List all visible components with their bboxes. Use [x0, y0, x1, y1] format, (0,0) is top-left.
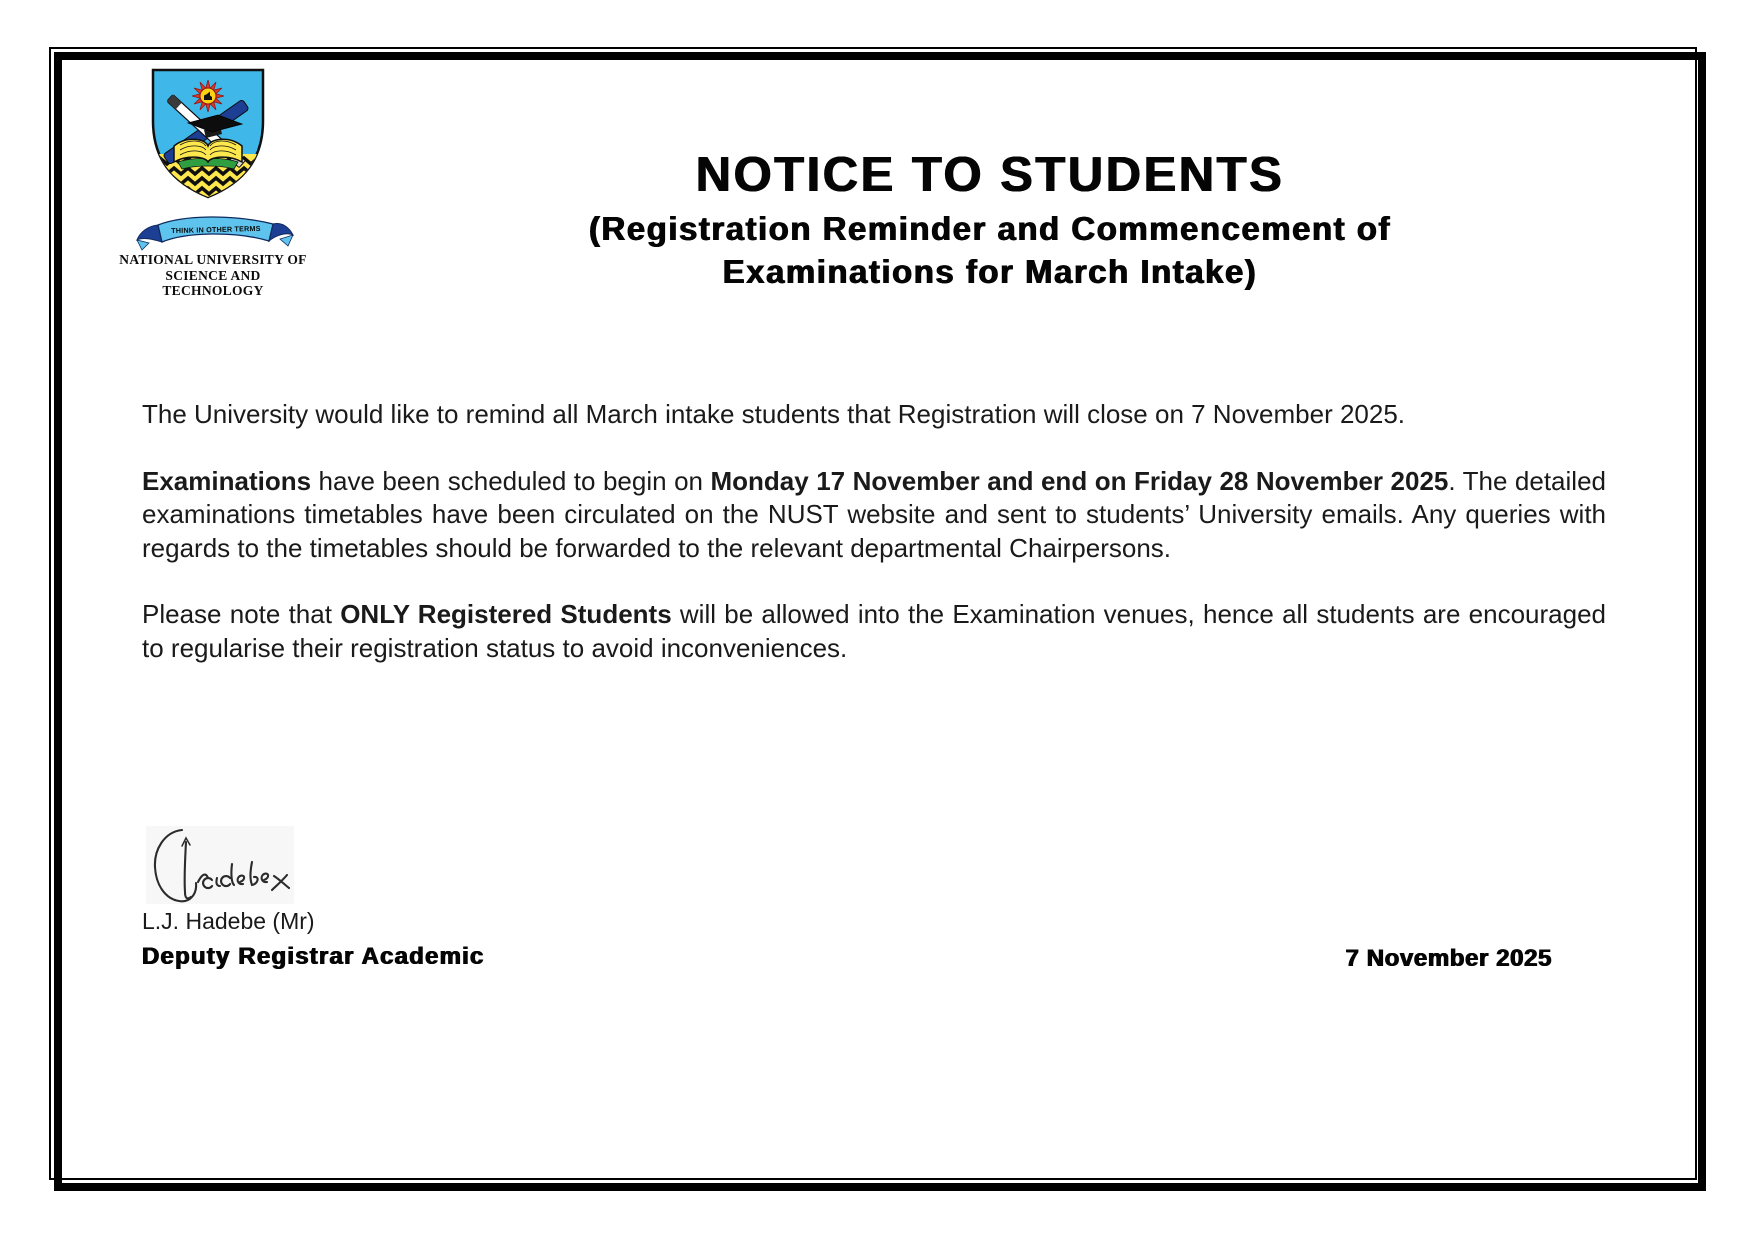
- notice-subtitle-line2: Examinations for March Intake): [722, 253, 1258, 290]
- paragraph-registered-students: Please note that ONLY Registered Students will be allowed into the Examination venues, hence all students are encouraged to regularise their registration status to avoid inconveniences.: [142, 599, 1607, 663]
- institution-name-line1: NATIONAL UNIVERSITY OF: [119, 252, 307, 267]
- notice-date: 7 November 2025: [1345, 945, 1552, 972]
- institution-name-line2: SCIENCE AND TECHNOLOGY: [162, 267, 264, 298]
- signature-image: [146, 820, 298, 910]
- paragraph-registration-reminder: The University would like to remind all March intake students that Registration will close on 7 November 2025.: [142, 399, 1406, 429]
- notice-subtitle-line1: (Registration Reminder and Commencement of: [589, 210, 1391, 247]
- notice-title: NOTICE TO STUDENTS: [695, 148, 1285, 202]
- signatory-name: L.J. Hadebe (Mr): [142, 908, 315, 934]
- notice-header: [470, 150, 1510, 293]
- signatory-title: Deputy Registrar Academic: [142, 943, 485, 970]
- notice-body: [142, 398, 1606, 698]
- crest-ribbon: [137, 217, 293, 250]
- paragraph-examinations-schedule: Examinations have been scheduled to begin on Monday 17 November and end on Friday 28 November 2025. The detailed examinations timetables have been circulated on the NUST website and sent to students’ University emails. Any queries with regards to the timetables should be forwarded to the relevant departmental Chairpersons.: [142, 465, 1606, 563]
- crest-motto-text: THINK IN OTHER TERMS: [171, 223, 261, 236]
- institution-name: [118, 252, 308, 299]
- university-crest-logo: [128, 66, 304, 256]
